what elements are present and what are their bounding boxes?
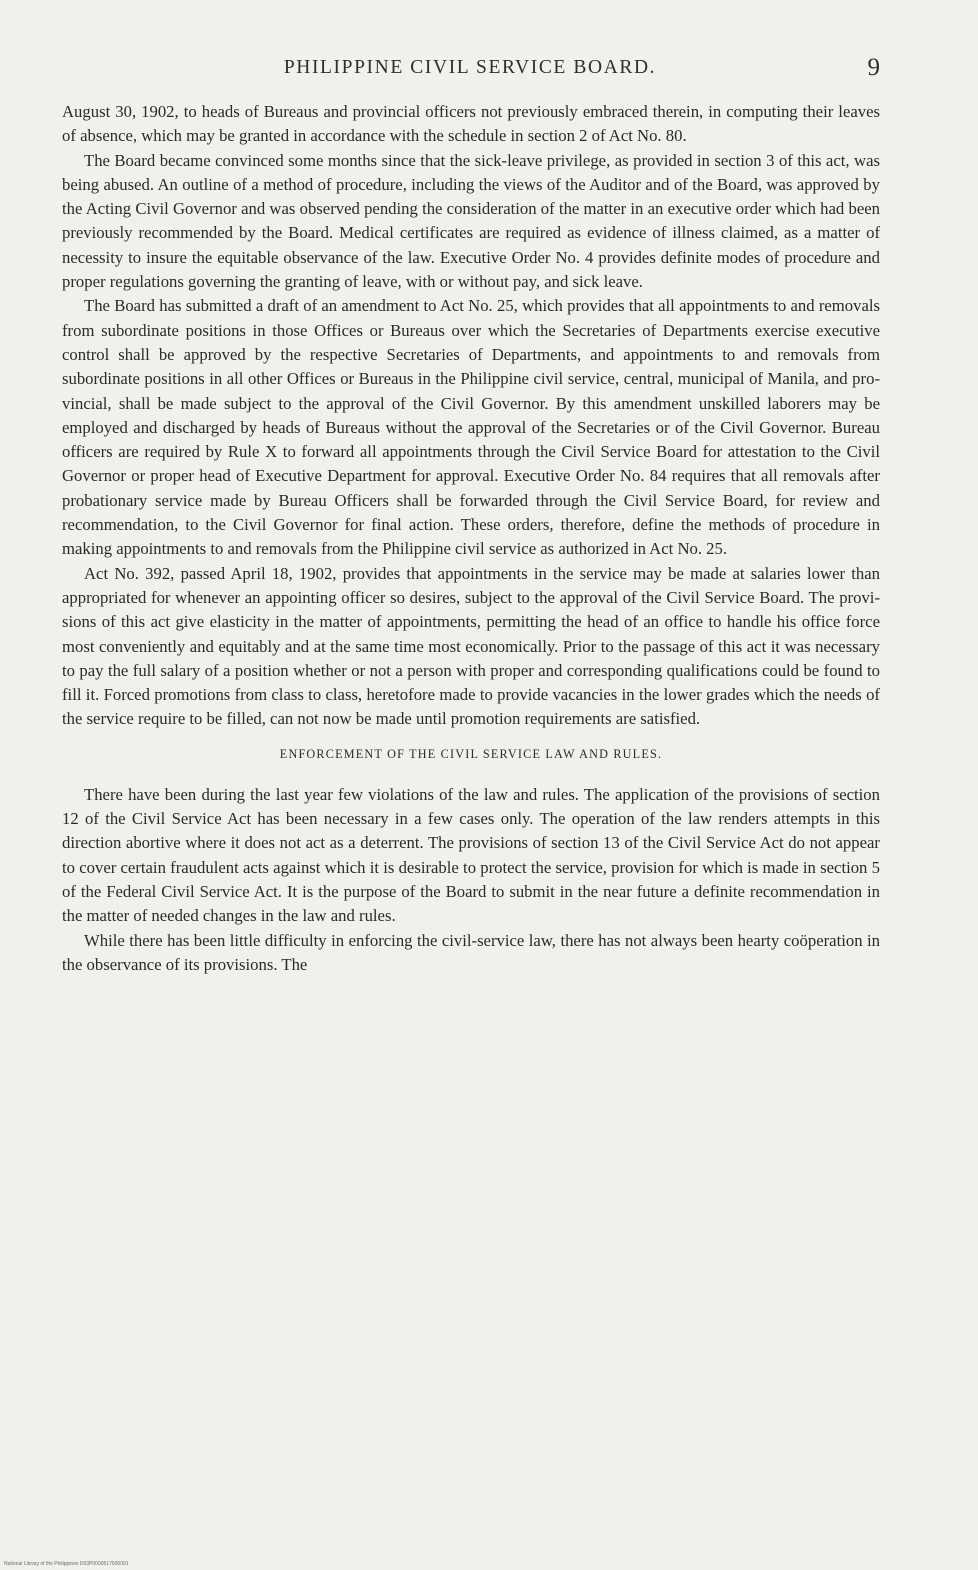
paragraph-continuation: August 30, 1902, to heads of Bureaus and provincial officers not previously embraced therein, in computing their leaves of absence, which may be granted in accordance with the schedule in section 2 of Act No. 80. (62, 102, 880, 146)
section-heading: ENFORCEMENT OF THE CIVIL SERVICE LAW AND RULES. (279, 746, 663, 761)
running-header (60, 54, 880, 87)
scan-credit: National Library of the Philippines D03P0000517500091 (4, 1561, 129, 1567)
paragraph-sick-leave: The Board became convinced some months since that the sick-leave privilege, as provided in section 3 of this act, was being abused. An outline of a method of procedure, including the views of the Auditor and of the Board, was approved by the Acting Civil Governor and was observed pending the consideration of the matter in an executive order which had been previously recommended by the Board. Medical certificates are required as evidence of illness claimed, as a matter of necessity to insure the equitable observance of the law. Executive Order No. 4 provides definite modes of procedure and proper regulations governing the granting of leave, with or without pay, and sick leave. (62, 150, 880, 292)
running-title: PHILIPPINE CIVIL SERVICE BOARD. (283, 57, 657, 78)
body-text (62, 100, 880, 977)
paragraph-act-25-amendment: The Board has submitted a draft of an amendment to Act No. 25, which provides that all appointments to and removals from subordinate positions in those Offices or Bureaus over which the Secretaries of Departments exercise executive control shall be approved by the respective Secretaries of Departments, and appointments to and removals from subordinate positions in all other Offices or Bureaus in the Philippine civil service, central, municipal of Manila, and provincial, shall be made subject to the approval of the Civil Governor. By this amendment unskilled laborers may be employed and discharged by heads of Bureaus without the approval of the Secretaries or of the Civil Governor. Bureau officers are required by Rule X to forward all appointments through the Civil Service Board for attestation to the Civil Governor or proper head of Executive Department for approval. Executive Order No. 84 requires that all removals after probationary service made by Bureau Officers shall be forwarded through the Civil Service Board, for review and recommendation, to the Civil Governor for final action. These orders, therefore, define the methods of procedure in making appointments to and removals from the Philippine civil service as authorized in Act No. 25. (62, 296, 880, 559)
page-number: 9 (867, 54, 880, 81)
paragraph-act-392: Act No. 392, passed April 18, 1902, provides that appointments in the service may be made at salaries lower than appropriated for whenever an appointing officer so desires, subject to the approval of the Civil Service Board. The provisions of this act give elasticity in the matter of appointments, permitting the head of an office to handle his office force most conveniently and equitably and at the same time most economically. Prior to the passage of this act it was necessary to pay the full salary of a position whether or not a person with proper and corresponding qualifications could be found to fill it. Forced promotions from class to class, heretofore made to provide vacancies in the lower grades which the needs of the service require to be filled, can not now be made until promotion requirements are satisfied. (62, 563, 880, 729)
paragraph-violations: There have been during the last year few violations of the law and rules. The application of the provisions of section 12 of the Civil Service Act has been necessary in a few cases only. The operation of the law renders attempts in this direction abortive where it does not act as a deterrent. The provisions of section 13 of the Civil Service Act do not appear to cover certain fraudulent acts against which it is desirable to protect the service, provision for which is made in section 5 of the Federal Civil Service Act. It is the purpose of the Board to submit in the near future a definite recommendation in the matter of needed changes in the law and rules. (62, 784, 880, 926)
paragraph-cooperation: While there has been little difficulty in enforcing the civil-service law, there has not always been hearty coöperation in the observance of its provisions. The (62, 930, 880, 974)
